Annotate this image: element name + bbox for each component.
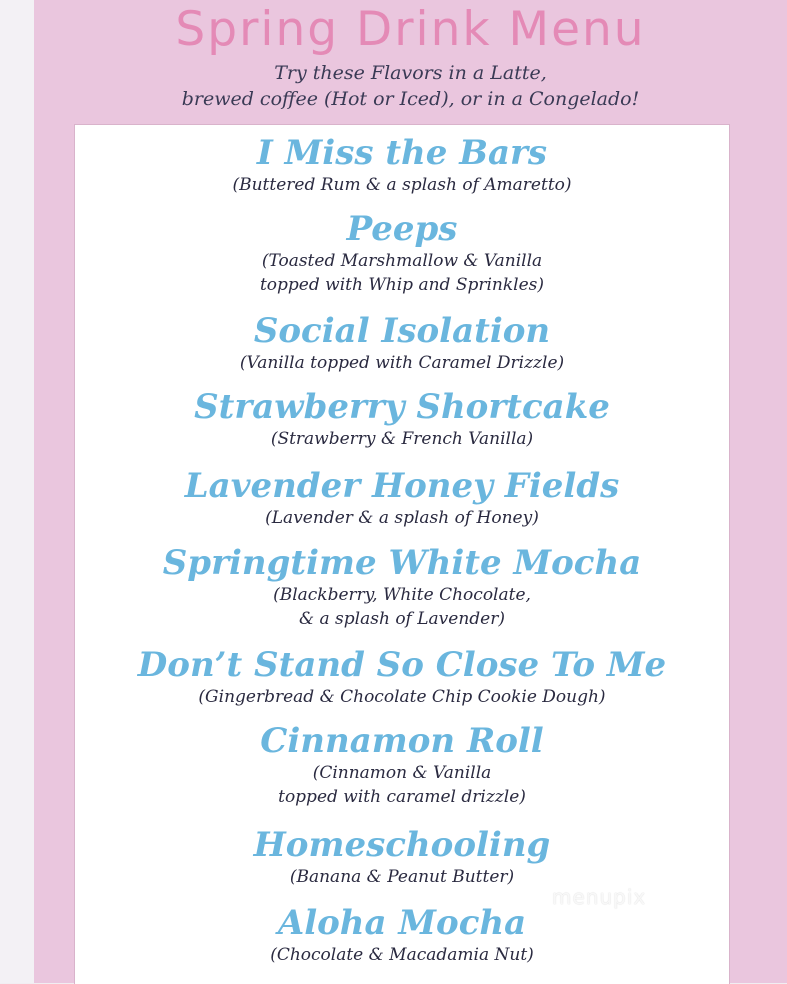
drink-description: (Strawberry & French Vanilla)	[270, 429, 534, 449]
drink-item	[75, 543, 729, 631]
drink-description: (Buttered Rum & a splash of Amaretto)	[232, 175, 572, 195]
drink-description: topped with Whip and Sprinkles)	[259, 275, 545, 295]
drink-name: Peeps	[346, 209, 458, 249]
drink-name: Don’t Stand So Close To Me	[137, 645, 667, 685]
drink-item	[75, 387, 729, 451]
drink-item	[75, 825, 729, 889]
drink-name: Springtime White Mocha	[162, 543, 642, 583]
watermark-logo: menupix	[552, 885, 647, 909]
drink-description: & a splash of Lavender)	[298, 609, 505, 629]
drink-item	[75, 903, 729, 967]
drink-name: I Miss the Bars	[256, 133, 548, 173]
drink-item	[75, 645, 729, 709]
subtitle-line-1: Try these Flavors in a Latte,	[274, 62, 547, 84]
drink-description: (Vanilla topped with Caramel Drizzle)	[239, 353, 565, 373]
drink-item	[75, 209, 729, 297]
drink-item	[75, 466, 729, 530]
drink-description: (Cinnamon & Vanilla	[312, 763, 492, 783]
drink-item	[75, 133, 729, 197]
drink-description: (Lavender & a splash of Honey)	[265, 508, 539, 528]
drink-description: (Toasted Marshmallow & Vanilla	[261, 251, 543, 271]
drink-item	[75, 721, 729, 809]
drink-name: Lavender Honey Fields	[184, 466, 620, 506]
drink-item	[75, 311, 729, 375]
drink-description: (Gingerbread & Chocolate Chip Cookie Dough)	[198, 687, 606, 707]
left-margin-strip	[0, 0, 34, 983]
menu-subtitle	[34, 60, 787, 112]
drink-list-panel	[74, 124, 730, 984]
drink-name: Aloha Mocha	[277, 903, 527, 943]
drink-name: Strawberry Shortcake	[194, 387, 610, 427]
drink-description: (Banana & Peanut Butter)	[289, 867, 515, 887]
drink-name: Social Isolation	[253, 311, 551, 351]
drink-description: (Blackberry, White Chocolate,	[273, 585, 531, 605]
menu-title: Spring Drink Menu	[175, 2, 646, 57]
subtitle-line-2: brewed coffee (Hot or Iced), or in a Congelado!	[181, 88, 640, 110]
drink-description: topped with caramel drizzle)	[278, 787, 526, 807]
menu-page	[34, 0, 787, 983]
drink-description: (Chocolate & Macadamia Nut)	[270, 945, 534, 965]
drink-name: Homeschooling	[253, 825, 551, 865]
drink-name: Cinnamon Roll	[260, 721, 544, 761]
